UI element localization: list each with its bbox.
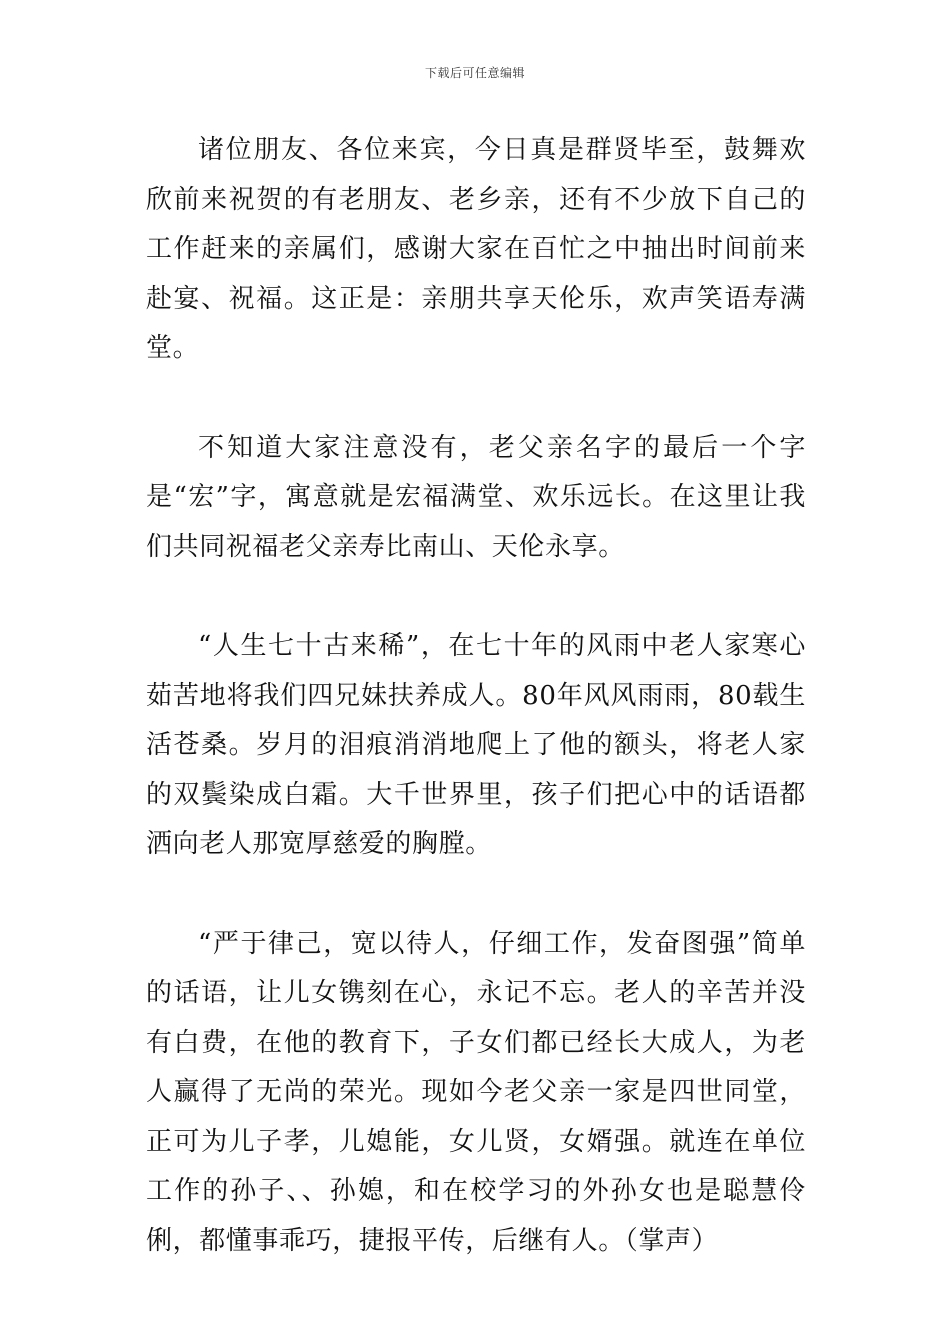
paragraph-1: 诸位朋友、各位来宾，今日真是群贤毕至，鼓舞欢欣前来祝贺的有老朋友、老乡亲，还有不少放下自己的工作赶来的亲属们，感谢大家在百忙之中抽出时间前来赴宴、祝福。这正是：亲朋共享天伦乐，欢声笑语寿满堂。: [146, 135, 806, 363]
paragraph-3: “人生七十古来稀”，在七十年的风雨中老人家寒心茹苦地将我们四兄妹扶养成人。80年风风雨雨，80载生活苍桑。岁月的泪痕消消地爬上了他的额头，将老人家的双鬓染成白霜。大千世界里，孩子们把心中的话语都洒向老人那宽厚慈爱的胸膛。: [146, 631, 806, 859]
paragraph-4: “严于律己，宽以待人，仔细工作，发奋图强”简单的话语，让儿女镌刻在心，永记不忘。老人的辛苦并没有白费，在他的教育下，子女们都已经长大成人，为老人赢得了无尚的荣光。现如今老父亲一家是四世同堂，正可为儿子孝，儿媳能，女儿贤，女婿强。就连在单位工作的孙子、、孙媳，和在校学习的外孙女也是聪慧伶俐，都懂事乖巧，捷报平传，后继有人。（掌声）: [146, 928, 806, 1256]
paragraph-2: 不知道大家注意没有，老父亲名字的最后一个字是“宏”字，寓意就是宏福满堂、欢乐远长。在这里让我们共同祝福老父亲寿比南山、天伦永享。: [146, 432, 806, 562]
document-body: [146, 126, 806, 1266]
page-header-note: 下载后可任意编辑: [424, 66, 525, 80]
